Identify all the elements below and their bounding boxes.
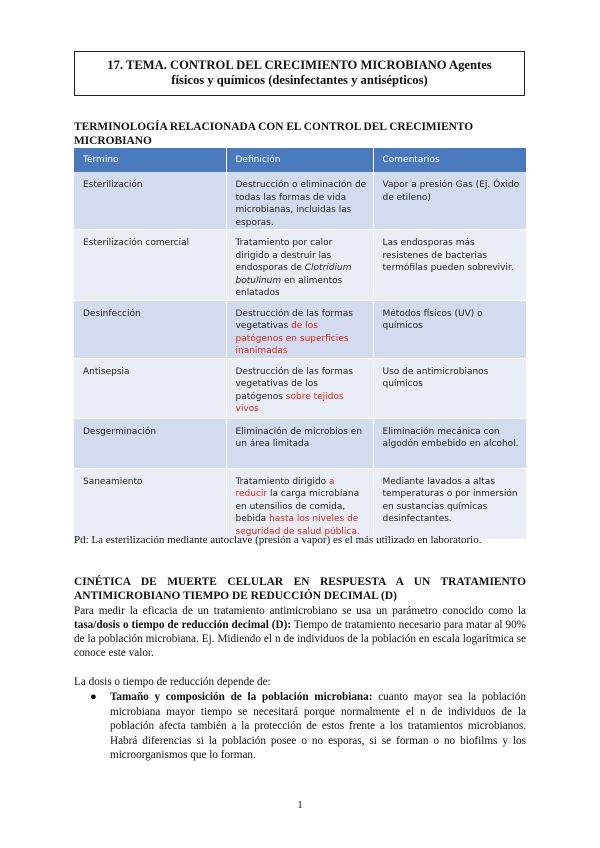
table-row [74,358,526,418]
comment-cell: Vapor a presión Gas (Ej. Óxido de etileno) [373,172,526,230]
column-header-term: Término [74,148,226,172]
term-cell: Antisepsia [74,358,226,418]
table-row [74,172,526,230]
kinetics-paragraph [74,604,526,660]
definition-text: Tratamiento dirigido [235,476,330,487]
topic-title-box [74,51,525,96]
definition-cell [226,230,373,301]
term-cell: Esterilización comercial [74,230,226,301]
terminology-heading: TERMINOLOGÍA RELACIONADA CON EL CONTROL DEL CRECIMIENTO MICROBIANO [74,121,474,147]
bullet-item [74,690,526,763]
bullet-text [110,690,526,763]
table-row [74,300,526,358]
depends-on-intro: La dosis o tiempo de reducción depende de: [74,676,271,688]
definition-cell [226,468,373,539]
column-header-comments: Comentarios [373,148,526,172]
definition-cell [226,300,373,358]
paragraph-text: Para medir la eficacia de un tratamiento antimicrobiano se usa un parámetro conocido como la [74,605,526,617]
topic-title-line-2: físicos y químicos (desinfectantes y antisépticos) [171,73,428,87]
definition-text: Destrucción de las formas vegetativas de los patógenos [235,366,353,402]
paragraph-bold-term: tasa/dosis o tiempo de reducción decimal (D): [74,619,292,631]
definition-text: Tratamiento por calor dirigido a destruir las endosporas de [235,238,333,273]
definition-text: la carga microbiana en utensilios de comida, bebida [235,489,360,524]
comment-cell: Uso de antimicrobianos químicos [373,358,526,418]
comment-cell: Métodos físicos (UV) o químicos [373,300,526,358]
bullet-body: cuanto mayor sea la población microbiana mayor tiempo se necesitará porque normalmente el n de individuos de la población afecta también a la protección de estos frente a los tratamientos microbianos. Habrá diferencias si la población posee o no esporas, si se forman o no biofilms y los microorganismos que lo forman. [110,691,526,761]
terminology-table [74,148,527,540]
column-header-definition: Definición [226,148,373,172]
definition-text: en alimentos enlatados [235,275,343,298]
comment-cell: Las endosporas más resistenes de bacterias termófilas pueden sobrevivir. [373,230,526,301]
definition-cell [226,172,373,230]
definition-cell [226,358,373,418]
definition-text: Eliminación de microbios en un área limitada [235,426,363,449]
term-cell: Saneamiento [74,468,226,539]
definition-highlight-text: hasta los niveles de seguridad de salud pública. [235,514,360,537]
topic-title-line-1: 17. TEMA. CONTROL DEL CRECIMIENTO MICROBIANO Agentes [107,58,492,72]
bullet-icon: ● [90,691,97,703]
autoclave-note: Pd: La esterilización mediante autoclave (presión a vapor) es el más utilizado en laboratorio. [74,534,482,546]
term-cell: Esterilización [74,172,226,230]
term-cell: Desinfección [74,300,226,358]
comment-cell: Eliminación mecánica con algodón embebido en alcohol. [373,418,526,468]
table-row [74,468,526,539]
table-row [74,230,526,301]
term-cell: Desgerminación [74,418,226,468]
kinetics-heading: CINÉTICA DE MUERTE CELULAR EN RESPUESTA A UN TRATAMIENTO ANTIMICROBIANO TIEMPO DE REDUCCIÓN DECIMAL (D) [74,576,526,602]
definition-text: Destrucción de las formas vegetativas [235,308,353,331]
table-row [74,418,526,468]
definition-highlight-text: sobre tejidos vivos [235,391,344,414]
definition-text: Destrucción o eliminación de todas las formas de vida microbianas, incluidas las esporas. [235,180,367,228]
comment-cell: Mediante lavados a altas temperaturas o por inmersión en sustancias químicas desinfectantes. [373,468,526,539]
bullet-title: Tamaño y composición de la población microbiana: [110,691,373,703]
definition-highlight-text: de los patógenos en superficies inanimadas [235,321,349,356]
page-number: 1 [297,799,303,811]
paragraph-text: Tiempo de tratamiento necesario para matar al 90% de la población microbiana. Ej. Midiendo el n de individuos de la población en escala logarítmica se conoce este valor. [74,619,526,659]
table-header-row [74,148,526,172]
definition-cell [226,418,373,468]
definition-species-name: Clotridium botulinum [235,263,352,286]
definition-highlight-text: a reducir [235,476,335,499]
